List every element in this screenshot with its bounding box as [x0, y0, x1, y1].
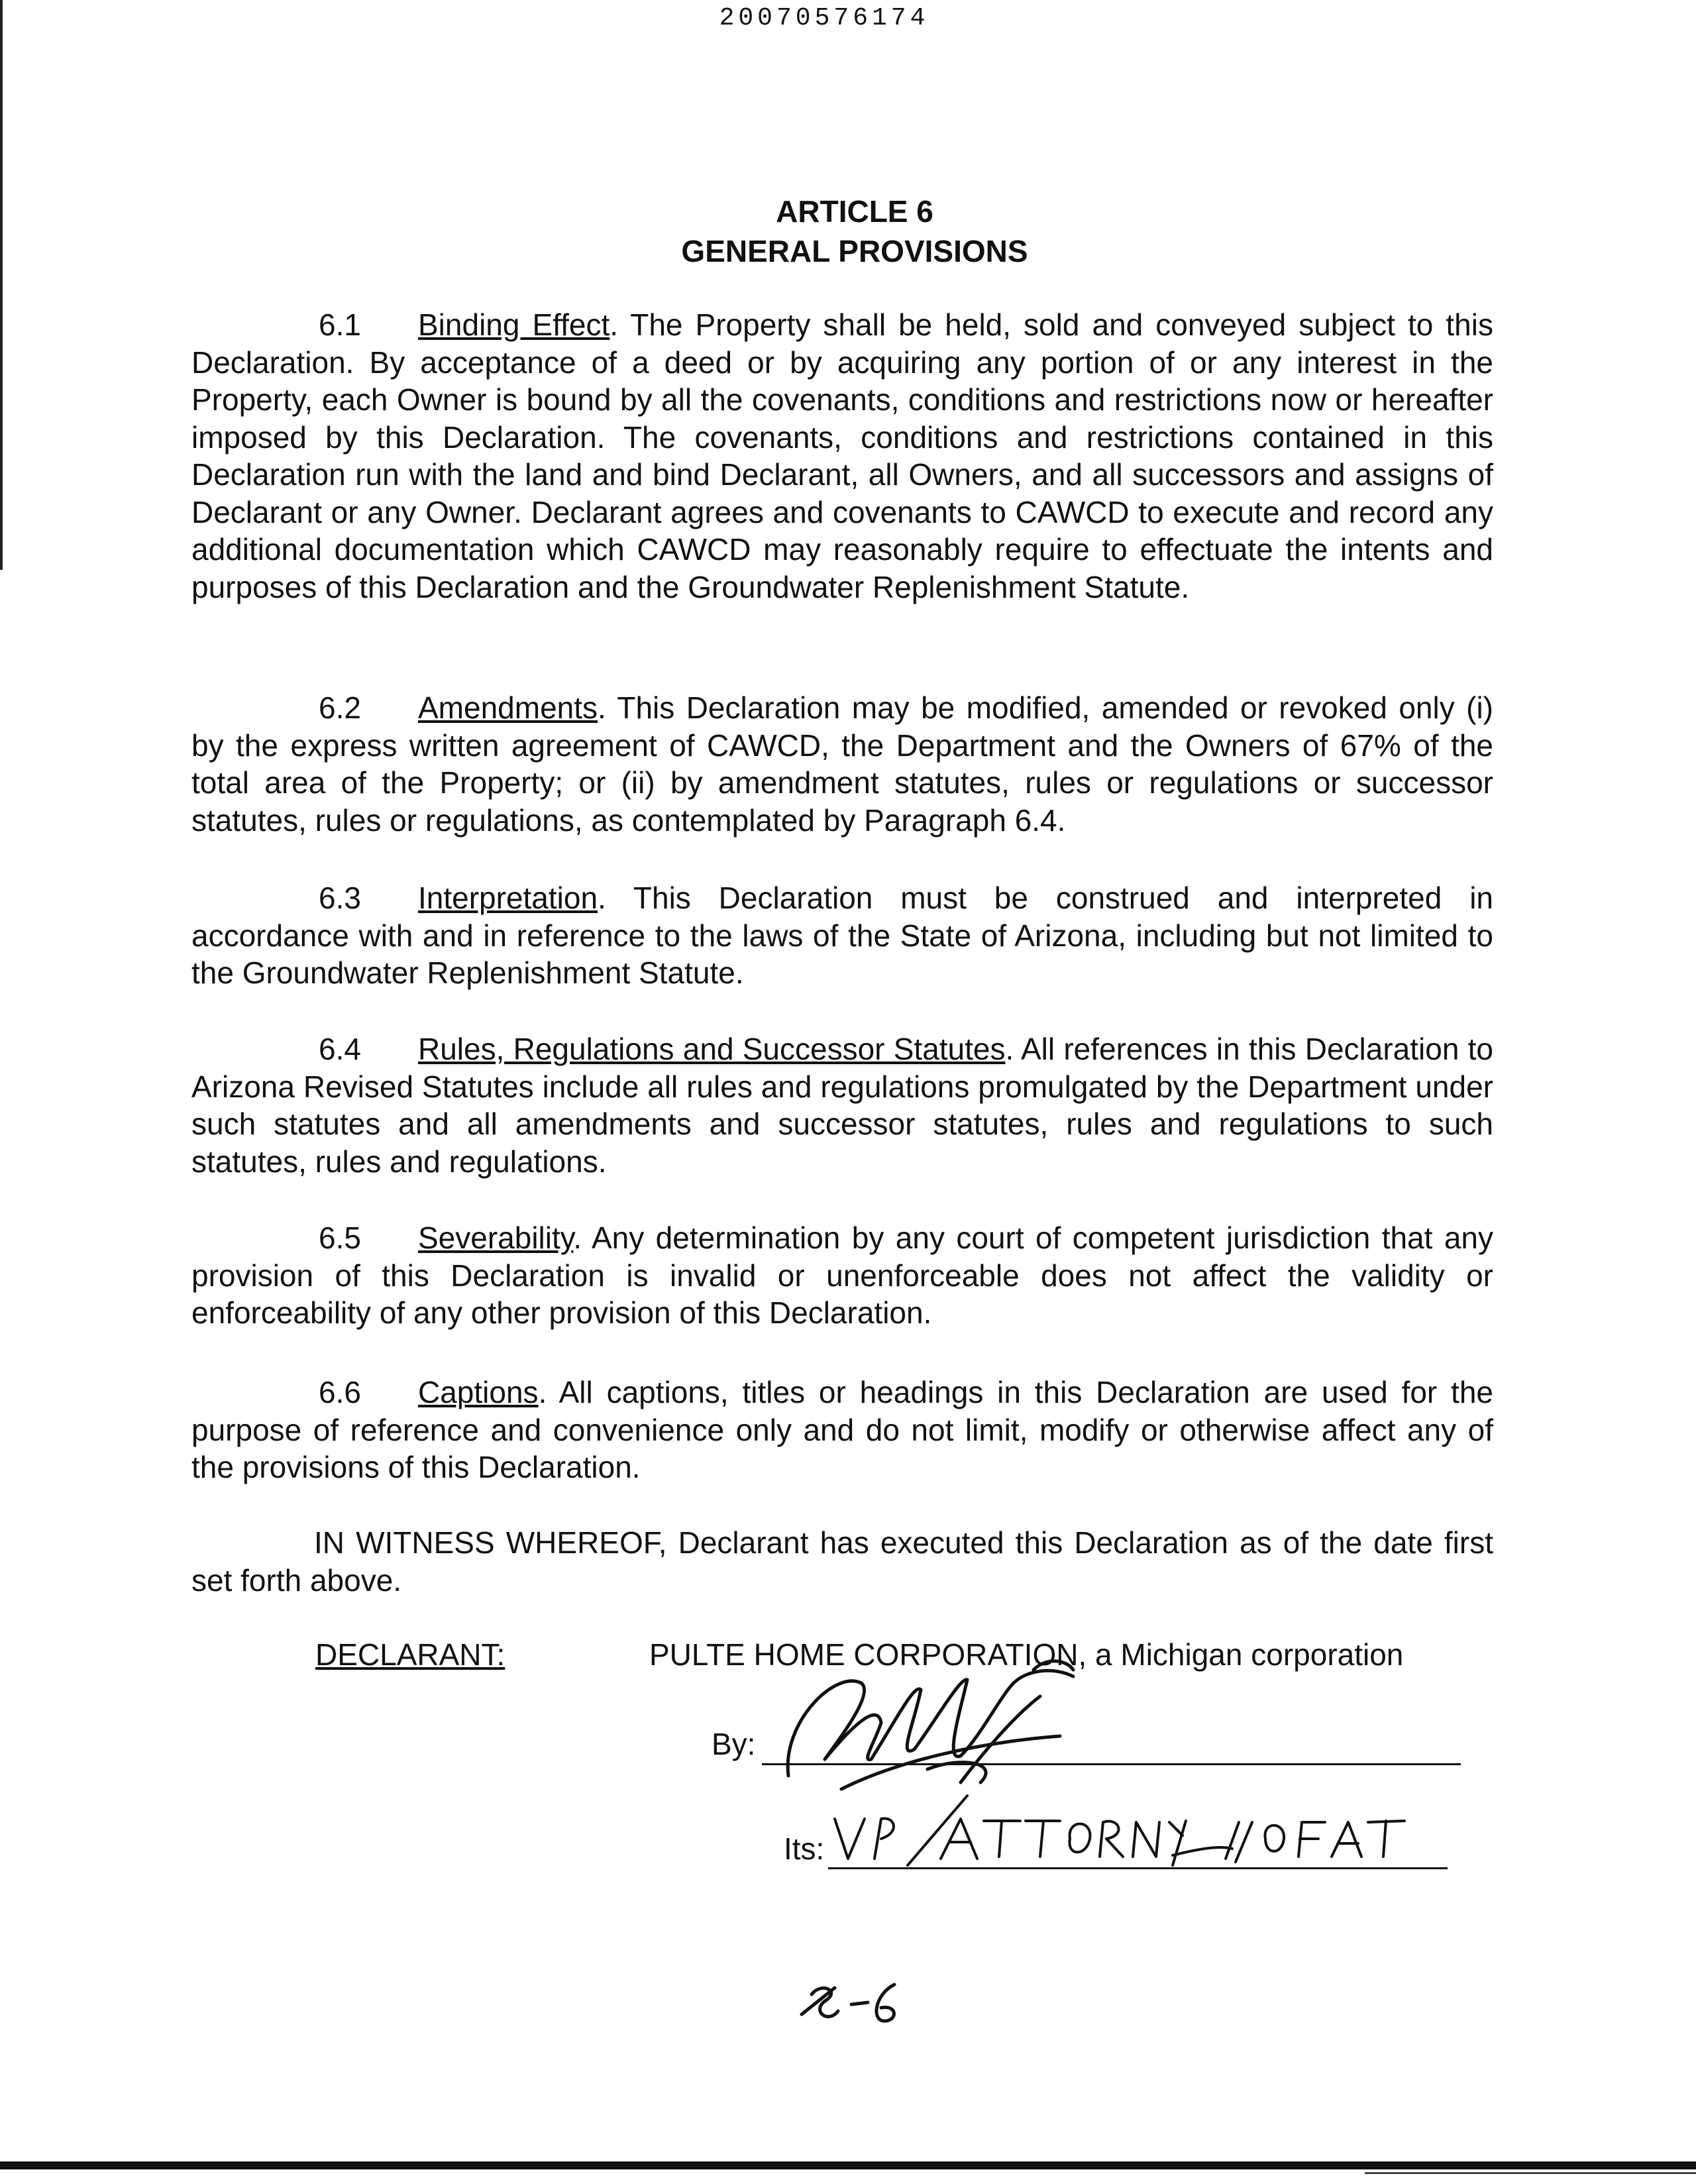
- section-text: . All captions, titles or headings in this Declaration are used for the purpose of reference and convenience only and do not limit, modify or otherwise affect any of the provisions of this Declaration.: [191, 1375, 1493, 1484]
- declarant-label: DECLARANT:: [315, 1637, 505, 1672]
- article-title: GENERAL PROVISIONS: [681, 234, 1028, 268]
- section-caption: Interpretation: [418, 881, 598, 915]
- scan-bottom-edge: [0, 2161, 1696, 2169]
- section-6-3: [191, 879, 1493, 992]
- section-caption: Captions: [418, 1375, 539, 1409]
- section-number: 6.1: [319, 307, 361, 342]
- handwritten-title: [828, 1782, 1411, 1875]
- section-caption: Severability: [418, 1221, 574, 1255]
- witness-text: IN WITNESS WHEREOF, Declarant has executed this Declaration as of the date first set forth above.: [191, 1525, 1493, 1598]
- by-label: By:: [712, 1727, 756, 1761]
- section-text: . This Declaration may be modified, amended or revoked only (i) by the express written agreement of CAWCD, the Department and the Owners of 67% of the total area of the Property; or (ii) by amendment statutes, rules or regulations or successor statutes, rules or regulations, as contemplated by Paragraph 6.4.: [191, 690, 1493, 838]
- section-caption: Binding Effect: [418, 307, 610, 342]
- document-number: 20070576174: [719, 4, 929, 32]
- scan-edge: [0, 0, 3, 570]
- section-6-1: [191, 306, 1493, 606]
- company-name: PULTE HOME CORPORATION, a Michigan corporation: [649, 1637, 1404, 1672]
- section-number: 6.5: [319, 1221, 361, 1255]
- section-6-4: [191, 1030, 1493, 1180]
- section-6-5: [191, 1219, 1493, 1332]
- section-number: 6.3: [319, 881, 361, 915]
- handwritten-signature: [762, 1643, 1133, 1802]
- section-6-2: [191, 689, 1493, 839]
- witness-clause: [191, 1524, 1493, 1599]
- section-number: 6.2: [319, 690, 361, 725]
- section-text: . The Property shall be held, sold and conveyed subject to this Declaration. By acceptance of a deed or by acquiring any portion of or any interest in the Property, each Owner is bound by all the covenants, conditions and restrictions now or hereafter imposed by this Declaration. The covenants, conditions and restrictions contained in this Declaration run with the land and bind Declarant, all Owners, and all successors and assigns of Declarant or any Owner. Declarant agrees and covenants to CAWCD to execute and record any additional documentation which CAWCD may reasonably require to effectuate the intents and purposes of this Declaration and the Groundwater Replenishment Statute.: [191, 307, 1493, 604]
- section-text: . Any determination by any court of competent jurisdiction that any provision of this Declaration is invalid or unenforceable does not affect the validity or enforceability of any other provision of this Declaration.: [191, 1221, 1493, 1330]
- its-label: Its:: [784, 1831, 825, 1866]
- section-number: 6.4: [319, 1032, 361, 1066]
- scan-bottom-edge-thin: [1365, 2172, 1696, 2174]
- section-text: . All references in this Declaration to Arizona Revised Statutes include all rules and regulations promulgated by the Department under such statutes and all amendments and successor statutes, rules and regulations to such statutes, rules and regulations.: [191, 1032, 1493, 1179]
- section-6-6: [191, 1374, 1493, 1486]
- section-caption: Amendments: [418, 690, 598, 725]
- section-text: . This Declaration must be construed and interpreted in accordance with and in reference to the laws of the State of Arizona, including but not limited to the Groundwater Replenishment Statute.: [191, 881, 1493, 990]
- section-number: 6.6: [319, 1375, 361, 1409]
- section-caption: Rules, Regulations and Successor Statutes: [418, 1032, 1006, 1066]
- handwritten-page-mark: [795, 1975, 914, 2028]
- article-number: ARTICLE 6: [776, 194, 933, 229]
